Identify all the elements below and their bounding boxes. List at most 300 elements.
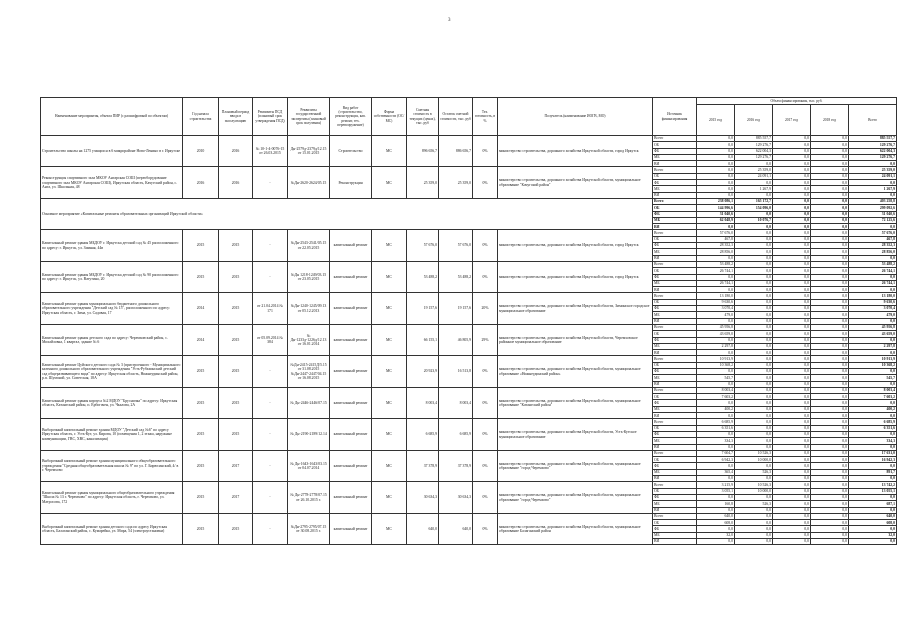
repair-3-readiness: 20% bbox=[473, 293, 498, 324]
funding-value: 0,0 bbox=[773, 167, 811, 173]
project-1-ownership: МС bbox=[372, 136, 407, 167]
funding-value: 0,0 bbox=[811, 425, 849, 431]
funding-value: 0,0 bbox=[735, 243, 773, 249]
funding-value: 0,0 bbox=[735, 180, 773, 186]
funding-source: ВИ bbox=[653, 287, 697, 293]
funding-value: 0,0 bbox=[811, 488, 849, 494]
funding-source: ОБ bbox=[653, 457, 697, 463]
funding-value: 0,0 bbox=[773, 268, 811, 274]
funding-value: 0,0 bbox=[773, 255, 811, 261]
repair-4-estimated-cost: 66 155,1 bbox=[407, 324, 439, 355]
funding-value: 28 352,3 bbox=[849, 243, 897, 249]
funding-value: 0,0 bbox=[773, 507, 811, 513]
funding-source: ОБ bbox=[653, 268, 697, 274]
funding-value: 0,0 bbox=[811, 287, 849, 293]
funding-value: 365,4 bbox=[697, 469, 735, 475]
repair-1-commissioning: 2015 bbox=[219, 230, 253, 261]
funding-value: 16 942,3 bbox=[849, 457, 897, 463]
funding-value: 0,0 bbox=[773, 425, 811, 431]
funding-value: 0,0 bbox=[811, 450, 849, 456]
funding-value: 0,0 bbox=[735, 224, 773, 230]
funding-value: 28 856,0 bbox=[697, 249, 735, 255]
funding-value: 0,0 bbox=[735, 350, 773, 356]
funding-value: 0,0 bbox=[773, 482, 811, 488]
funding-source: ВИ bbox=[653, 413, 697, 419]
project-2-work-type: Реконструкция bbox=[330, 167, 372, 198]
funding-value: 0,0 bbox=[735, 413, 773, 419]
funding-value: 0,0 bbox=[735, 419, 773, 425]
repair-7-commissioning: 2015 bbox=[219, 419, 253, 450]
funding-value: 0,0 bbox=[735, 236, 773, 242]
funding-value: 129 276,7 bbox=[735, 142, 773, 148]
funding-value: 0,0 bbox=[811, 198, 849, 204]
funding-value: 622 004,3 bbox=[849, 148, 897, 154]
funding-value: 0,0 bbox=[773, 457, 811, 463]
funding-value: 0,0 bbox=[735, 306, 773, 312]
funding-value: 0,0 bbox=[811, 375, 849, 381]
funding-source: Всего bbox=[653, 419, 697, 425]
funding-value: 0,0 bbox=[735, 324, 773, 330]
funding-value: 526,3 bbox=[735, 501, 773, 507]
funding-value: 0,0 bbox=[811, 180, 849, 186]
funding-value: 0,0 bbox=[773, 526, 811, 532]
repair-7-ownership: МС bbox=[372, 419, 407, 450]
funding-value: 0,0 bbox=[773, 280, 811, 286]
funding-value: 238 086,1 bbox=[697, 198, 735, 204]
funding-value: 0,0 bbox=[697, 318, 735, 324]
funding-value: 6 685,9 bbox=[697, 419, 735, 425]
funding-value: 0,0 bbox=[697, 368, 735, 374]
repair-7-expertise: № Дн-2190-2189/12.14 bbox=[288, 419, 330, 450]
funding-value: 0,0 bbox=[849, 192, 897, 198]
project-2-estimated-cost: 25 359,0 bbox=[407, 167, 439, 198]
project-1-start-year: 2010 bbox=[183, 136, 219, 167]
funding-value: 0,0 bbox=[735, 331, 773, 337]
col-header-psd: Реквизиты ПСД (плановый срок утверждения ПСД) bbox=[253, 98, 288, 136]
funding-value: 0,0 bbox=[697, 431, 735, 437]
funding-value: 24 091,1 bbox=[735, 173, 773, 179]
repair-1-name: Капитальный ремонт здания МБДОУ г. Иркутска детский сад № 45 расположенного по адресу: г. Иркутск, ул. Зимняя, 44в bbox=[41, 230, 183, 261]
funding-value: 0,0 bbox=[697, 337, 735, 343]
funding-value: 10 368,2 bbox=[697, 362, 735, 368]
funding-value: 622 004,3 bbox=[735, 148, 773, 154]
funding-value: 0,0 bbox=[811, 154, 849, 160]
funding-value: 0,0 bbox=[849, 255, 897, 261]
funding-value: 0,0 bbox=[773, 274, 811, 280]
funding-source: МБ bbox=[653, 217, 697, 223]
funding-value: 0,0 bbox=[773, 488, 811, 494]
funding-value: 57 676,0 bbox=[697, 230, 735, 236]
funding-source: МБ bbox=[653, 406, 697, 412]
funding-value: 0,0 bbox=[811, 368, 849, 374]
repair-5-recipient: министерство строительства, дорожного хозяйства Иркутской области, муниципальное образование «Нижнеудинский район» bbox=[498, 356, 653, 387]
funding-value: 0,0 bbox=[697, 136, 735, 142]
funding-value: 0,0 bbox=[773, 230, 811, 236]
funding-value: 0,0 bbox=[735, 438, 773, 444]
funding-value: 0,0 bbox=[697, 507, 735, 513]
funding-value: 0,0 bbox=[811, 236, 849, 242]
funding-value: 31 040,6 bbox=[849, 211, 897, 217]
funding-source: МБ bbox=[653, 438, 697, 444]
funding-value: 0,0 bbox=[773, 318, 811, 324]
funding-value: 57 676,0 bbox=[849, 230, 897, 236]
funding-value: 25 359,0 bbox=[849, 167, 897, 173]
repair-10-commissioning: 2015 bbox=[219, 513, 253, 544]
repair-4-psd: от 05.09.2014 № 384 bbox=[253, 324, 288, 355]
col-header-name: Наименование мероприятия, объекта ПИР (с расшифровкой по объектам) bbox=[41, 98, 183, 136]
funding-value: 10 368,2 bbox=[849, 362, 897, 368]
col-header-commissioning: Плановый период ввода в эксплуатацию bbox=[219, 98, 253, 136]
funding-value: 10 913,9 bbox=[697, 356, 735, 362]
funding-value: 0,0 bbox=[735, 161, 773, 167]
repair-2-recipient: министерство строительства, дорожного хозяйства Иркутской области, город Иркутск bbox=[498, 261, 653, 292]
funding-value: 25 359,0 bbox=[735, 167, 773, 173]
funding-value: 334,3 bbox=[849, 438, 897, 444]
funding-value: 8 003,4 bbox=[697, 387, 735, 393]
funding-source: ОБ bbox=[653, 331, 697, 337]
funding-value: 1 267,9 bbox=[849, 186, 897, 192]
funding-value: 0,0 bbox=[849, 413, 897, 419]
funding-value: 0,0 bbox=[773, 261, 811, 267]
funding-source: ФБ bbox=[653, 400, 697, 406]
funding-value: 0,0 bbox=[773, 450, 811, 456]
funding-value: 10 913,9 bbox=[849, 356, 897, 362]
funding-value: 299 092,6 bbox=[849, 205, 897, 211]
funding-value: 0,0 bbox=[811, 224, 849, 230]
repair-5-remaining-cost: 16 513,8 bbox=[439, 356, 473, 387]
funding-value: 0,0 bbox=[811, 350, 849, 356]
funding-value: 0,0 bbox=[735, 444, 773, 450]
repair-6-start-year: 2015 bbox=[183, 387, 219, 418]
funding-source: МБ bbox=[653, 186, 697, 192]
funding-value: 0,0 bbox=[735, 425, 773, 431]
repair-10-remaining-cost: 640,0 bbox=[439, 513, 473, 544]
funding-value: 0,0 bbox=[849, 368, 897, 374]
repair-1-recipient: министерство строительства, дорожного хозяйства Иркутской области, город Иркутск bbox=[498, 230, 653, 261]
repair-4-commissioning: 2015 bbox=[219, 324, 253, 355]
funding-source: ФБ bbox=[653, 180, 697, 186]
funding-value: 0,0 bbox=[773, 394, 811, 400]
funding-value: 0,0 bbox=[811, 539, 849, 545]
funding-value: 7 603,2 bbox=[697, 394, 735, 400]
col-header-estimated-cost: Сметная стоимость в текущих (ценах), тыс. руб bbox=[407, 98, 439, 136]
repair-1-expertise: №Дн-2543-2541/05.15 от 22.05.2015 bbox=[288, 230, 330, 261]
funding-value: 0,0 bbox=[773, 381, 811, 387]
funding-value: 6 351,6 bbox=[697, 425, 735, 431]
repair-2-name: Капитальный ремонт здания МБДОУ г. Иркутска детский сад № 90 расположенного по адресу: г. Иркутск, ул. Ватутина, 20 bbox=[41, 261, 183, 292]
repair-9-start-year: 2015 bbox=[183, 482, 219, 513]
repair-8-commissioning: 2017 bbox=[219, 450, 253, 481]
funding-value: 0,0 bbox=[773, 299, 811, 305]
repair-1-psd: - bbox=[253, 230, 288, 261]
repair-9-expertise: № Дн-2778-2778/07.15 от 26.10.2015 г. bbox=[288, 482, 330, 513]
project-1-name: Строительство школы на 1275 учащихся в 6 микрорайоне Ново-Ленино в г. Иркутске bbox=[41, 136, 183, 167]
funding-value: 0,0 bbox=[811, 173, 849, 179]
funding-value: 0,0 bbox=[773, 287, 811, 293]
funding-value: 0,0 bbox=[811, 476, 849, 482]
funding-value: 400,2 bbox=[849, 406, 897, 412]
project-2-remaining-cost: 25 359,0 bbox=[439, 167, 473, 198]
funding-value: 0,0 bbox=[735, 400, 773, 406]
project-2-name: Реконструкция спортивного зала МКОУ Ангарская СОШ (переоборудование спортивного зала МКОУ Ангарская СОШ), Иркутская область, Качугский район, с. Анга, ул. Школьная, 48 bbox=[41, 167, 183, 198]
funding-value: 0,0 bbox=[773, 186, 811, 192]
funding-source: ОБ bbox=[653, 299, 697, 305]
funding-value: 0,0 bbox=[735, 368, 773, 374]
funding-source: Всего bbox=[653, 324, 697, 330]
funding-value: 0,0 bbox=[811, 482, 849, 488]
col-header-2017: 2017 год bbox=[773, 105, 811, 136]
funding-value: 0,0 bbox=[773, 356, 811, 362]
funding-value: 0,0 bbox=[811, 494, 849, 500]
repair-5-commissioning: 2015 bbox=[219, 356, 253, 387]
funding-source: МБ bbox=[653, 375, 697, 381]
funding-value: 0,0 bbox=[697, 539, 735, 545]
funding-value: 45 956,8 bbox=[849, 324, 897, 330]
funding-value: 0,0 bbox=[697, 161, 735, 167]
funding-value: 10 000,0 bbox=[735, 488, 773, 494]
funding-value: 0,0 bbox=[773, 375, 811, 381]
repair-6-recipient: министерство строительства, дорожного хозяйства Иркутской области, муниципальное образование "Катангский район" bbox=[498, 387, 653, 418]
repair-4-ownership: МС bbox=[372, 324, 407, 355]
funding-value: 45 956,8 bbox=[697, 324, 735, 330]
funding-value: 0,0 bbox=[773, 501, 811, 507]
funding-value: 0,0 bbox=[773, 217, 811, 223]
repair-8-expertise: № Дн-1643-1643/03.15 от 04.07.2014 bbox=[288, 450, 330, 481]
funding-value: 0,0 bbox=[735, 431, 773, 437]
col-header-ownership: Форма собственности (ОС/МС) bbox=[372, 98, 407, 136]
repair-9-ownership: МС bbox=[372, 482, 407, 513]
repair-9-work-type: капитальный ремонт bbox=[330, 482, 372, 513]
funding-value: 72 125,6 bbox=[849, 217, 897, 223]
funding-value: 9 630,6 bbox=[697, 299, 735, 305]
project-2-expertise: №Дн-2620-2624/05.15 bbox=[288, 167, 330, 198]
funding-value: 26 744,1 bbox=[697, 268, 735, 274]
funding-value: 0,0 bbox=[735, 299, 773, 305]
project-1-readiness: 0% bbox=[473, 136, 498, 167]
repair-6-estimated-cost: 8 003,4 bbox=[407, 387, 439, 418]
funding-value: 0,0 bbox=[773, 444, 811, 450]
funding-value: 0,0 bbox=[773, 306, 811, 312]
funding-value: 0,0 bbox=[811, 343, 849, 349]
funding-value: 0,0 bbox=[811, 324, 849, 330]
funding-source: ФБ bbox=[653, 526, 697, 532]
funding-value: 0,0 bbox=[773, 368, 811, 374]
funding-value: 0,0 bbox=[697, 255, 735, 261]
funding-value: 0,0 bbox=[773, 476, 811, 482]
funding-value: 0,0 bbox=[735, 192, 773, 198]
funding-value: 687,1 bbox=[849, 501, 897, 507]
funding-value: 160,8 bbox=[697, 501, 735, 507]
funding-value: 0,0 bbox=[811, 293, 849, 299]
funding-value: 0,0 bbox=[773, 438, 811, 444]
funding-value: 0,0 bbox=[773, 469, 811, 475]
funding-value: 3 215,9 bbox=[697, 482, 735, 488]
funding-value: 0,0 bbox=[811, 142, 849, 148]
funding-value: 0,0 bbox=[773, 192, 811, 198]
funding-source: Всего bbox=[653, 198, 697, 204]
funding-value: 0,0 bbox=[735, 539, 773, 545]
funding-value: 0,0 bbox=[735, 406, 773, 412]
funding-value: 0,0 bbox=[735, 280, 773, 286]
col-header-2018: 2018 год bbox=[811, 105, 849, 136]
repair-4-remaining-cost: 46 805,9 bbox=[439, 324, 473, 355]
funding-value: 0,0 bbox=[773, 539, 811, 545]
funding-value: 0,0 bbox=[773, 161, 811, 167]
funding-value: 3 070,4 bbox=[849, 306, 897, 312]
funding-value: 165 172,7 bbox=[735, 198, 773, 204]
funding-value: 0,0 bbox=[811, 438, 849, 444]
col-header-2015: 2015 год bbox=[697, 105, 735, 136]
funding-value: 0,0 bbox=[735, 513, 773, 519]
col-header-expertise: Реквизиты государственной экспертизы (плановый срок получения) bbox=[288, 98, 330, 136]
col-header-start-year: Год начала строительства bbox=[183, 98, 219, 136]
funding-value: 0,0 bbox=[735, 463, 773, 469]
repair-10-expertise: №Дн-2795-2795/07.15 от 30.08.2015 г. bbox=[288, 513, 330, 544]
funding-value: 0,0 bbox=[849, 337, 897, 343]
funding-value: 32,0 bbox=[697, 532, 735, 538]
repair-4-start-year: 2014 bbox=[183, 324, 219, 355]
repair-1-start-year: 2015 bbox=[183, 230, 219, 261]
funding-value: 0,0 bbox=[811, 356, 849, 362]
funding-value: 0,0 bbox=[735, 356, 773, 362]
funding-value: 0,0 bbox=[811, 457, 849, 463]
funding-value: 0,0 bbox=[811, 513, 849, 519]
funding-value: 0,0 bbox=[849, 463, 897, 469]
funding-source: ФБ bbox=[653, 463, 697, 469]
funding-value: 0,0 bbox=[849, 431, 897, 437]
funding-value: 13 055,1 bbox=[849, 488, 897, 494]
funding-value: 26 744,1 bbox=[849, 280, 897, 286]
funding-value: 43 659,0 bbox=[697, 331, 735, 337]
funding-source: ВИ bbox=[653, 507, 697, 513]
funding-value: 0,0 bbox=[849, 274, 897, 280]
funding-value: 0,0 bbox=[849, 161, 897, 167]
funding-source: ОБ bbox=[653, 205, 697, 211]
funding-value: 0,0 bbox=[735, 274, 773, 280]
funding-value: 1 267,9 bbox=[735, 186, 773, 192]
funding-source: Всего bbox=[653, 482, 697, 488]
funding-source: Всего bbox=[653, 513, 697, 519]
funding-value: 0,0 bbox=[697, 463, 735, 469]
funding-value: 0,0 bbox=[773, 431, 811, 437]
funding-value: 0,0 bbox=[735, 394, 773, 400]
funding-value: 0,0 bbox=[811, 469, 849, 475]
funding-value: 0,0 bbox=[811, 192, 849, 198]
funding-value: 43 659,0 bbox=[849, 331, 897, 337]
repair-2-estimated-cost: 53 488,2 bbox=[407, 261, 439, 292]
repair-3-psd: от 21.04.2014 № 171 bbox=[253, 293, 288, 324]
repair-7-work-type: капитальный ремонт bbox=[330, 419, 372, 450]
repair-9-commissioning: 2017 bbox=[219, 482, 253, 513]
repair-3-start-year: 2014 bbox=[183, 293, 219, 324]
repair-6-work-type: капитальный ремонт bbox=[330, 387, 372, 418]
repair-10-ownership: МС bbox=[372, 513, 407, 544]
funding-value: 0,0 bbox=[811, 230, 849, 236]
funding-value: 0,0 bbox=[849, 444, 897, 450]
funding-value: 0,0 bbox=[811, 507, 849, 513]
funding-value: 13 180,0 bbox=[697, 293, 735, 299]
project-2-start-year: 2016 bbox=[183, 167, 219, 198]
funding-value: 28 856,0 bbox=[849, 249, 897, 255]
funding-value: 62 048,9 bbox=[697, 217, 735, 223]
funding-source: МБ bbox=[653, 343, 697, 349]
funding-value: 0,0 bbox=[735, 337, 773, 343]
project-1-psd: № 10-1-4-0076-15 от 26.03.2015 bbox=[253, 136, 288, 167]
funding-value: 0,0 bbox=[773, 513, 811, 519]
project-1-estimated-cost: 896 656,7 bbox=[407, 136, 439, 167]
funding-value: 0,0 bbox=[735, 343, 773, 349]
page-number: 3 bbox=[448, 18, 451, 23]
funding-source: МБ bbox=[653, 249, 697, 255]
funding-value: 0,0 bbox=[773, 362, 811, 368]
funding-value: 0,0 bbox=[735, 230, 773, 236]
repair-10-name: Выборочный капитальный ремонт здания детского сада по адресу Иркутская область, Балаганский район, с. Кумарейка, ул. Мира, 54 (электроустановки) bbox=[41, 513, 183, 544]
funding-value: 0,0 bbox=[773, 350, 811, 356]
funding-source: ФБ bbox=[653, 337, 697, 343]
funding-value: 0,0 bbox=[735, 261, 773, 267]
funding-value: 13 180,0 bbox=[849, 293, 897, 299]
col-header-work-type: Вид работ (строительство, реконструкция, кап. ремонт, тех. перевооружение) bbox=[330, 98, 372, 136]
funding-value: 0,0 bbox=[697, 192, 735, 198]
funding-value: 885 557,7 bbox=[735, 136, 773, 142]
funding-value: 0,0 bbox=[773, 331, 811, 337]
col-header-recipient: Получатель (наименование ИОГВ, МО) bbox=[498, 98, 653, 136]
repair-2-ownership: МС bbox=[372, 261, 407, 292]
funding-value: 0,0 bbox=[773, 413, 811, 419]
funding-value: 0,0 bbox=[773, 293, 811, 299]
funding-value: 0,0 bbox=[697, 400, 735, 406]
funding-value: 0,0 bbox=[811, 331, 849, 337]
funding-value: 0,0 bbox=[849, 350, 897, 356]
funding-value: 2 297,8 bbox=[697, 343, 735, 349]
funding-source: Всего bbox=[653, 136, 697, 142]
funding-value: 0,0 bbox=[773, 494, 811, 500]
repair-1-ownership: МС bbox=[372, 230, 407, 261]
project-1-expertise: Дн-2579д-2379д/12.15 от 15.01.2015 bbox=[288, 136, 330, 167]
funding-value: 0,0 bbox=[811, 211, 849, 217]
funding-value: 0,0 bbox=[697, 142, 735, 148]
investment-program-table bbox=[40, 97, 897, 545]
repair-6-name: Капитальный ремонт здания корпуса №2 МДОУ "Брусничка" по адресу: Иркутская область, Катангский район, п. Ербогачен, ул. Чкалова, 2А bbox=[41, 387, 183, 418]
funding-source: ФБ bbox=[653, 494, 697, 500]
repair-7-start-year: 2015 bbox=[183, 419, 219, 450]
repair-4-work-type: капитальный ремонт bbox=[330, 324, 372, 355]
repair-3-name: Капитальный ремонт здания муниципального бюджетного дошкольного образовательного учреждения "Детский сад № 15", расположенного по адресу: Иркутская область, г. Зима, ул. Садовая, 17 bbox=[41, 293, 183, 324]
funding-source: Всего bbox=[653, 167, 697, 173]
funding-source: ОБ bbox=[653, 488, 697, 494]
funding-source: ФБ bbox=[653, 243, 697, 249]
repair-2-commissioning: 2015 bbox=[219, 261, 253, 292]
funding-value: 129 276,7 bbox=[849, 142, 897, 148]
funding-value: 0,0 bbox=[811, 337, 849, 343]
funding-value: 0,0 bbox=[773, 180, 811, 186]
funding-value: 526,3 bbox=[735, 469, 773, 475]
funding-value: 0,0 bbox=[773, 249, 811, 255]
funding-value: 0,0 bbox=[735, 255, 773, 261]
funding-value: 479,0 bbox=[697, 312, 735, 318]
funding-value: 0,0 bbox=[811, 255, 849, 261]
repair-3-estimated-cost: 19 157,6 bbox=[407, 293, 439, 324]
funding-value: 0,0 bbox=[811, 532, 849, 538]
funding-value: 10 526,3 bbox=[735, 450, 773, 456]
funding-value: 32,0 bbox=[849, 532, 897, 538]
funding-value: 0,0 bbox=[811, 419, 849, 425]
col-header-funding-group: Объем финансирования, тыс. руб. bbox=[697, 98, 897, 105]
funding-value: 0,0 bbox=[773, 400, 811, 406]
funding-value: 0,0 bbox=[773, 198, 811, 204]
funding-source: ВИ bbox=[653, 224, 697, 230]
funding-value: 0,0 bbox=[811, 268, 849, 274]
